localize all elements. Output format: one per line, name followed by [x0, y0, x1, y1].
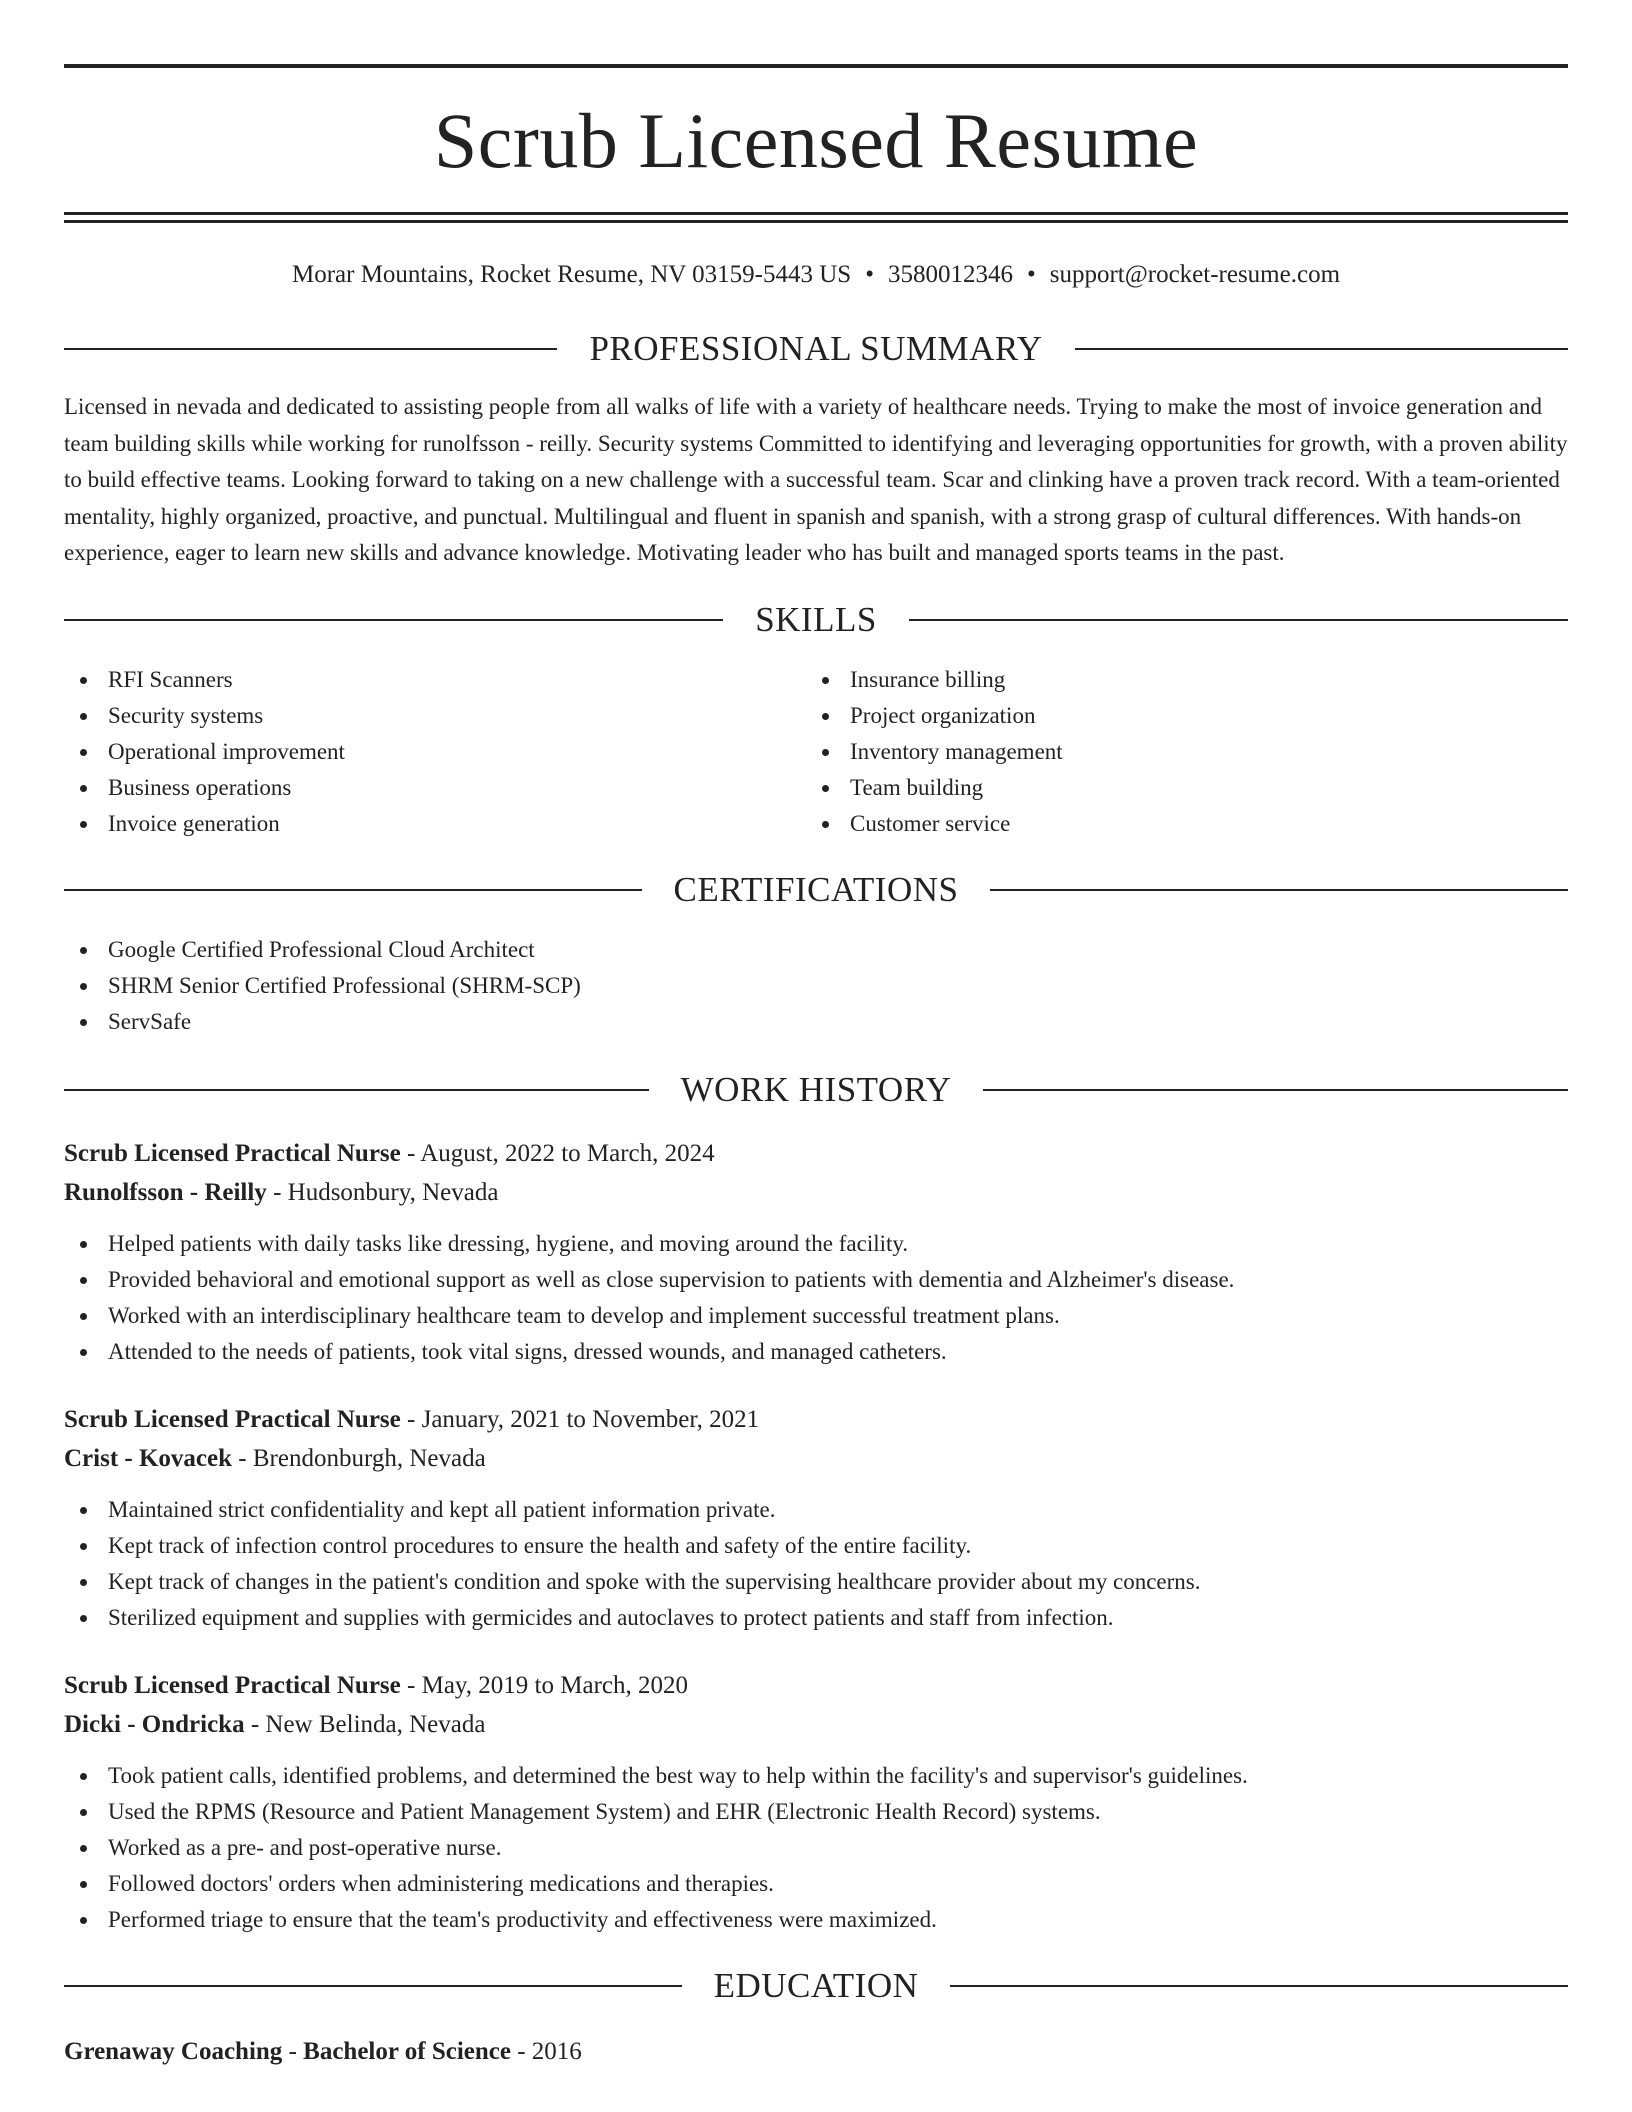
job-bullet: Kept track of infection control procedures to ensure the health and safety of the entire facility. [64, 1528, 1568, 1564]
section-title: CERTIFICATIONS [673, 869, 959, 909]
skill-item: Business operations [64, 770, 806, 806]
job-location: New Belinda, Nevada [265, 1710, 486, 1738]
skill-item: RFI Scanners [64, 662, 806, 698]
job-title-line: Scrub Licensed Practical Nurse - May, 2019 to March, 2020 [64, 1671, 688, 1699]
skill-item: Customer service [806, 806, 1548, 842]
skills-column-right [806, 662, 1548, 842]
job-bullet: Followed doctors' orders when administering medications and therapies. [64, 1866, 1568, 1902]
skills-list [64, 662, 1568, 842]
job-dates: January, 2021 to November, 2021 [421, 1405, 760, 1433]
job-company: Dicki - Ondricka [64, 1710, 245, 1738]
top-rule [64, 64, 1568, 68]
contact-line [64, 259, 1568, 291]
job-bullet: Took patient calls, identified problems, and determined the best way to help within the facility's and supervisor's guidelines. [64, 1758, 1568, 1794]
education-year: 2016 [531, 2037, 582, 2065]
certification-item: SHRM Senior Certified Professional (SHRM-SCP) [64, 968, 1568, 1004]
double-rule [64, 212, 1568, 223]
job-bullets [64, 1758, 1568, 1938]
section-rule [64, 348, 557, 350]
job-location: Hudsonbury, Nevada [287, 1178, 499, 1206]
education-entry: Grenaway Coaching - Bachelor of Science - 2016 [64, 2037, 582, 2065]
education-degree: Bachelor of Science [303, 2037, 511, 2065]
job-title: Scrub Licensed Practical Nurse [64, 1139, 401, 1167]
section-header-certifications [64, 858, 1568, 922]
section-title: EDUCATION [713, 1965, 919, 2005]
job-company-line: Dicki - Ondricka - New Belinda, Nevada [64, 1710, 486, 1738]
certification-item: Google Certified Professional Cloud Architect [64, 932, 1568, 968]
section-header-education [64, 1954, 1568, 2018]
job-entry [64, 1666, 1568, 1938]
section-title: SKILLS [755, 599, 877, 639]
contact-separator: • [865, 261, 874, 288]
section-rule [950, 1985, 1568, 1987]
certification-item: ServSafe [64, 1004, 1568, 1040]
job-bullet: Maintained strict confidentiality and kept all patient information private. [64, 1492, 1568, 1528]
section-rule [64, 889, 642, 891]
job-bullet: Kept track of changes in the patient's condition and spoke with the supervising healthcare provider about my concerns. [64, 1564, 1568, 1600]
skill-item: Insurance billing [806, 662, 1548, 698]
skill-item: Project organization [806, 698, 1548, 734]
certifications-list [64, 932, 1568, 1040]
section-rule [990, 889, 1568, 891]
section-header-work [64, 1058, 1568, 1122]
summary-text: Licensed in nevada and dedicated to assisting people from all walks of life with a variety of healthcare needs. Trying to make the most of invoice generation and team building skills while working for runolfsson - reilly. Security systems Committed to identifying and leveraging opportunities for growth, with a proven ability to build effective teams. Looking forward to taking on a new challenge with a successful team. Scar and clinking have a proven track record. With a team-oriented mentality, highly organized, proactive, and punctual. Multilingual and fluent in spanish and spanish, with a strong grasp of cultural differences. With hands-on experience, eager to learn new skills and advance knowledge. Motivating leader who has built and managed sports teams in the past. [64, 394, 1568, 565]
job-bullet: Attended to the needs of patients, took vital signs, dressed wounds, and managed catheters. [64, 1334, 1568, 1370]
education-school: Grenaway Coaching [64, 2037, 283, 2065]
contact-separator: • [1026, 261, 1036, 288]
job-bullet: Provided behavioral and emotional support as well as close supervision to patients with dementia and Alzheimer's disease. [64, 1262, 1568, 1298]
section-title: PROFESSIONAL SUMMARY [589, 329, 1043, 368]
skills-column-left [64, 662, 806, 842]
section-rule [64, 1089, 649, 1091]
job-entry [64, 1400, 1568, 1636]
job-dates: May, 2019 to March, 2020 [421, 1671, 688, 1699]
section-rule [1075, 348, 1568, 350]
job-bullets [64, 1226, 1568, 1370]
job-bullet: Helped patients with daily tasks like dressing, hygiene, and moving around the facility. [64, 1226, 1568, 1262]
section-rule [909, 619, 1568, 621]
section-rule [64, 619, 723, 621]
job-dates: August, 2022 to March, 2024 [420, 1139, 715, 1167]
job-entry [64, 1134, 1568, 1370]
job-bullet: Worked with an interdisciplinary healthcare team to develop and implement successful treatment plans. [64, 1298, 1568, 1334]
section-header-summary [64, 317, 1568, 381]
resume-title: Scrub Licensed Resume [433, 97, 1199, 184]
job-company-line: Runolfsson - Reilly - Hudsonbury, Nevada [64, 1178, 499, 1206]
skill-item: Inventory management [806, 734, 1548, 770]
job-bullets [64, 1492, 1568, 1636]
job-title: Scrub Licensed Practical Nurse [64, 1671, 401, 1699]
section-title: WORK HISTORY [680, 1069, 952, 1109]
skill-item: Security systems [64, 698, 806, 734]
section-header-skills [64, 588, 1568, 652]
job-title: Scrub Licensed Practical Nurse [64, 1405, 401, 1433]
skill-item: Invoice generation [64, 806, 806, 842]
job-company: Crist - Kovacek [64, 1444, 233, 1472]
section-rule [64, 1985, 682, 1987]
job-bullet: Performed triage to ensure that the team's productivity and effectiveness were maximized. [64, 1902, 1568, 1938]
job-title-line: Scrub Licensed Practical Nurse - August, 2022 to March, 2024 [64, 1139, 715, 1167]
contact-email[interactable]: support@rocket-resume.com [1049, 261, 1341, 288]
skill-item: Team building [806, 770, 1548, 806]
section-rule [983, 1089, 1568, 1091]
job-company: Runolfsson - Reilly [64, 1178, 267, 1206]
skill-item: Operational improvement [64, 734, 806, 770]
job-title-line: Scrub Licensed Practical Nurse - January, 2021 to November, 2021 [64, 1405, 760, 1433]
job-bullet: Sterilized equipment and supplies with germicides and autoclaves to protect patients and staff from infection. [64, 1600, 1568, 1636]
contact-phone: 3580012346 [887, 261, 1013, 288]
contact-address: Morar Mountains, Rocket Resume, NV 03159-5443 US [291, 261, 852, 288]
job-bullet: Worked as a pre- and post-operative nurse. [64, 1830, 1568, 1866]
job-company-line: Crist - Kovacek - Brendonburgh, Nevada [64, 1444, 486, 1472]
resume-page [64, 0, 1568, 2071]
job-bullet: Used the RPMS (Resource and Patient Management System) and EHR (Electronic Health Record) systems. [64, 1794, 1568, 1830]
job-location: Brendonburgh, Nevada [252, 1444, 486, 1472]
